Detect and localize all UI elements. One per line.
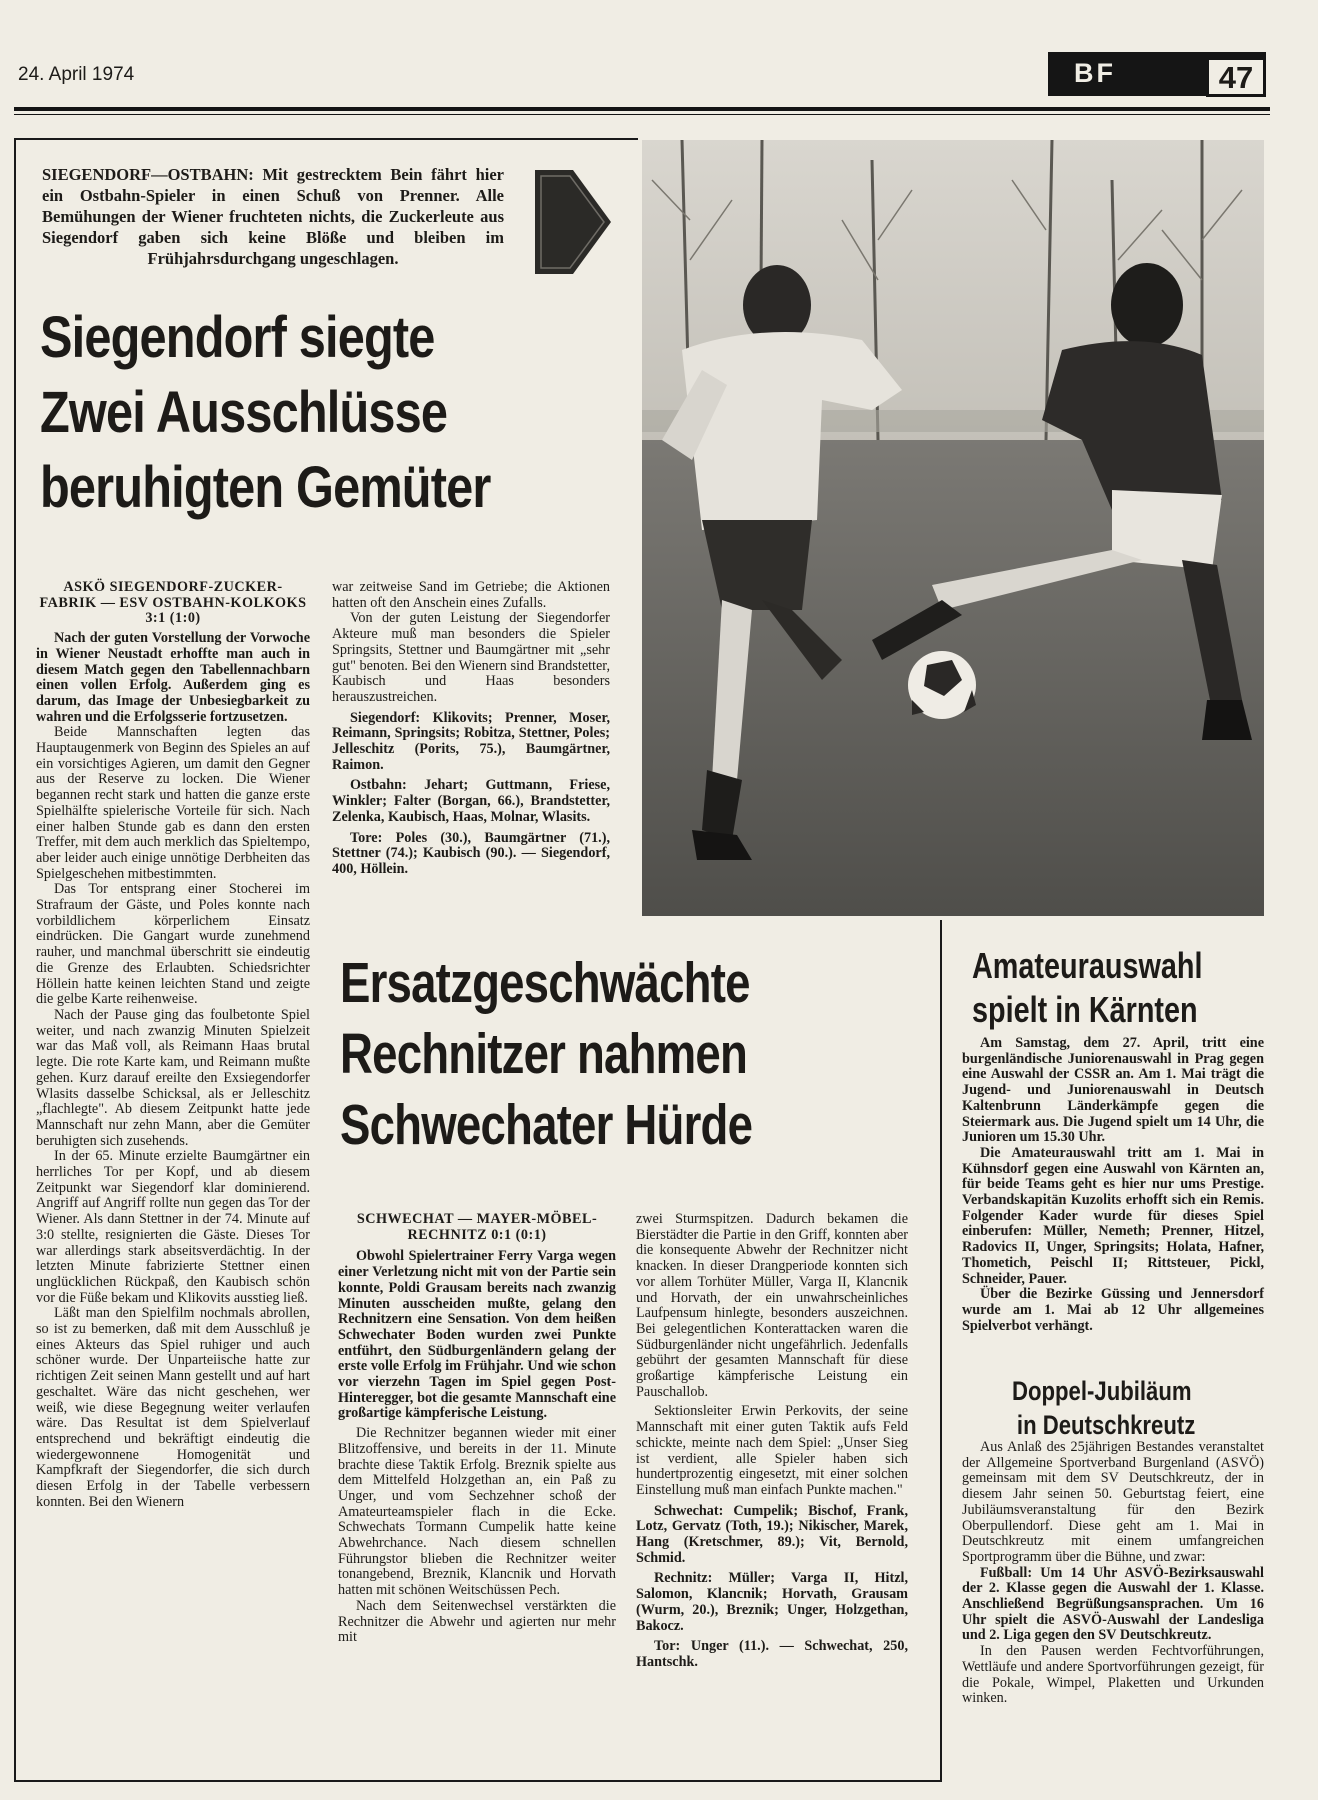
article2-headline-line: Schwechater Hürde xyxy=(340,1093,753,1157)
lineup-home: Siegendorf: Klikovits; Prenner, Moser, Reimann, Springsits; Robitza, Stettner, Poles; Jelleschitz (Porits, 75.), Baumgärtner, Raimon. xyxy=(332,709,610,773)
match-header: SCHWECHAT — MAYER-MÖBEL-RECHNITZ 0:1 (0:1) xyxy=(356,1211,598,1243)
article-paragraph: Sektionsleiter Erwin Perkovits, der seine Mannschaft mit einer guten Taktik aufs Feld schickte, meinte nach dem Spiel: „Unser Sieg ist verdient, alle Spieler haben sich hundertprozentig eingesetzt, mit einer solchen Einstellung muß man einfach Punkte machen." xyxy=(636,1403,908,1498)
football-action-image xyxy=(642,140,1264,916)
article-lead: Nach der guten Vorstellung der Vorwoche in Wiener Neustadt erhoffte man auch in diesem Match gegen den Tabellennachbarn einen vollen Erfolg. Außerdem ging es darum, das Image der Unbesiegbarkeit zu wahren und die Erfolgsserie fortzusetzen. xyxy=(36,630,310,725)
article-frame-bottom xyxy=(14,1780,940,1782)
arrow-right-icon xyxy=(533,168,613,276)
article-paragraph: war zeitweise Sand im Getriebe; die Aktionen hatten oft den Anschein eines Zufalls. xyxy=(332,579,610,611)
lineup-away: Ostbahn: Jehart; Guttmann, Friese, Winkler; Falter (Borgan, 66.), Brandstetter, Zelenka, Kaubisch, Haas, Molnar, Wlasits. xyxy=(332,777,610,825)
article4-headline xyxy=(1012,1374,1258,1442)
header-rule-thin xyxy=(14,114,1270,115)
issue-date: 24. April 1974 xyxy=(18,64,135,85)
article-paragraph: In den Pausen werden Fechtvorführungen, Wettläufe und andere Sportvorführungen gezeigt, für die Pokale, Wimpel, Plaketten und Urkunden winken. xyxy=(962,1643,1264,1707)
goal-scorers: Tor: Unger (11.). — Schwechat, 250, Hantschk. xyxy=(636,1638,908,1670)
article-paragraph: Über die Bezirke Güssing und Jennersdorf wurde am 1. Mai ab 12 Uhr allgemeines Spielverbot verhängt. xyxy=(962,1286,1264,1334)
lineup-away: Rechnitz: Müller; Varga II, Hitzl, Salomon, Klancnik; Horvath, Grausam (Wurm, 20.), Breznik; Unger, Holzgethan, Bakocz. xyxy=(636,1570,908,1634)
article-paragraph: Von der guten Leistung der Siegendorfer Akteure muß man besonders die Spieler Springsits, Stettner und Baumgärtner mit „sehr gut" benoten. Bei den Wienern sind Brandstetter, Kaubisch und Haas besonders herauszustreichen. xyxy=(332,610,610,705)
main-article-column-1 xyxy=(36,580,310,1510)
page-number: 47 xyxy=(1206,57,1266,97)
article-paragraph: Die Amateurauswahl tritt am 1. Mai in Kühnsdorf gegen eine Auswahl von Kärnten an, für beide Teams geht es hier nur ums Prestige. Verbandskapitän Kuzolits erhofft sich ein Remis. Folgender Kader wurde für dieses Spiel einberufen: Müller, Nemeth; Prenner, Hitzel, Radovics II, Unger, Springsits; Holata, Hafner, Thometich, Peischl II; Rittsteuer, Pickl, Schneider, Pauer. xyxy=(962,1144,1264,1287)
match-photo xyxy=(642,140,1264,916)
article-paragraph: Das Tor entsprang einer Stocherei im Strafraum der Gäste, und Poles konnte nach vorbildlichem körperlichem Einsatz eindrücken. Die Gangart wurde zunehmend rauher, und manchmal überschritt sie eindeutig die Grenze des Erlaubten. Schiedsrichter Höllein hatte keinen leichten Stand und zeigte die gelbe Karte reihenweise. xyxy=(36,881,310,1008)
article-paragraph: In der 65. Minute erzielte Baumgärtner ein herrliches Tor per Kopf, und ab diesem Zeitpunkt war Siegendorf klar dominierend. Angriff auf Angriff rollte nun gegen das Tor der Wiener. Als dann Stettner in der 74. Minute auf 3:0 stellte, resignierten die Gäste. Dieses Tor war allerdings stark abseitsverdächtig. In der letzten Minute fabrizierte Stettner einen unglücklichen Rückpaß, den Kaubisch schön vor die Füße bekam und Klikovits ausstieg ließ. xyxy=(36,1148,310,1306)
main-headline-line: Siegendorf siegte xyxy=(40,305,435,370)
article-lead: Aus Anlaß des 25jährigen Bestandes veranstaltet der Allgemeine Sportverband Burgenland (ASVÖ) gemeinsam mit dem SV Deutschkreutz, der in diesem Jahr seinen 50. Geburtstag feiert, eine Jubiläumsveranstaltung für den Bezirk Oberpullendorf. Diese geht am 1. Mai in Deutschkreutz mit einem umfangreichen Sportprogramm über die Bühne, und zwar: xyxy=(962,1439,1264,1565)
article-paragraph: Die Rechnitzer begannen wieder mit einer Blitzoffensive, und bereits in der 11. Minute brachte diese Taktik Erfolg. Breznik spielte aus dem Mittelfeld Holzgethan an, ein Paß zu Unger, und vom Sechzehner schoß der Amateurteamspieler flach in die Ecke. Schwechats Tormann Cumpelik hatte keine Abwehrchance. Nach diesem schnellen Führungstor blieben die Rechnitzer weiter tonangebend, Breznik, Klancnik und Horvath hatten mit schönen Weitschüssen Pech. xyxy=(338,1425,616,1599)
article-paragraph: zwei Sturmspitzen. Dadurch bekamen die Bierstädter die Partie in den Griff, konnten aber die konsequente Abwehr der Rechnitzer nicht knacken. In dieser Drangperiode konnten sich vor allem Torhüter Müller, Varga II, Klancnik und Horvath, der ein unwahrscheinliches Laufpensum hinlegte, besonders auszeichnen. Bei gelegentlichen Konterattacken waren die Südburgenländer nicht ungefährlich. Jedenfalls gebührt der gesamten Mannschaft für diese großartige kämpferische Leistung ein Pauschallob. xyxy=(636,1211,908,1400)
article-frame-left xyxy=(14,138,16,1782)
main-headline xyxy=(40,300,536,525)
article2-headline-line: Ersatzgeschwächte xyxy=(340,951,750,1015)
article-frame-top xyxy=(14,138,638,140)
article3-headline-line: spielt in Kärnten xyxy=(972,989,1198,1030)
main-headline-line: beruhigten Gemüter xyxy=(40,455,491,520)
article2-headline-line: Rechnitzer nahmen xyxy=(340,1022,748,1086)
publication-logo: BF xyxy=(1074,58,1116,88)
article-paragraph: Beide Mannschaften legten das Hauptaugenmerk von Beginn des Spieles an auf ein vorsichtiges Agieren, um damit den Gegner aus der Reserve zu locken. Die Wiener begannen recht stark und hatten die ganze erste Spielhälfte spielerische Vorteile für sich. Nach einer halben Stunde gab es dann den ersten Treffer, mit dem auch merklich das Spieltempo, aber leider auch einige unnötige Derbheiten das Spielgeschehen mitbestimmten. xyxy=(36,724,310,882)
article-paragraph: Nach der Pause ging das foulbetonte Spiel weiter, und nach zwanzig Minuten Spielzeit war das Maß voll, als Reimann Haas brutal legte. Die rote Karte kam, und Reimann mußte gehen. Kurz darauf ereilte den Exsiegendorfer Wlasits dasselbe Schicksal, als er Jelleschitz „flachlegte". Ab diesem Zeitpunkt hatte jede Mannschaft nur zehn Mann, aber die Gemüter beruhigten sich zusehends. xyxy=(36,1006,310,1149)
article-lead: Am Samstag, dem 27. April, tritt eine burgenländische Juniorenauswahl in Prag gegen eine Auswahl der CSSR an. Am 1. Mai trägt die Jugend- und Juniorenauswahl in Deutsch Kaltenbrunn Länderkämpfe gegen die Steiermark aus. Die Jugend spielt um 14 Uhr, die Junioren um 15.30 Uhr. xyxy=(962,1035,1264,1146)
article3-headline xyxy=(972,944,1212,1032)
article3-headline-line: Amateurauswahl xyxy=(972,945,1203,986)
article4-headline-line: in Deutschkreutz xyxy=(1016,1410,1196,1440)
article2-column-1 xyxy=(338,1212,616,1646)
main-headline-line: Zwei Ausschlüsse xyxy=(40,380,448,445)
article2-column-2 xyxy=(636,1212,908,1671)
article-paragraph: Fußball: Um 14 Uhr ASVÖ-Bezirksauswahl der 2. Klasse gegen die Auswahl der 1. Klasse. Anschließend Begrüßungsansprachen. Um 16 Uhr spielt die ASVÖ-Auswahl der Landesliga und 2. Liga gegen den SV Deutschkreutz. xyxy=(962,1564,1264,1644)
article4-headline-line: Doppel-Jubiläum xyxy=(1012,1376,1192,1406)
main-article-column-2 xyxy=(332,580,610,878)
article3-body xyxy=(962,1036,1264,1334)
lineup-home: Schwechat: Cumpelik; Bischof, Frank, Lotz, Gervatz (Toth, 19.); Nikischer, Marek, Hang (Kretschmer, 89.); Vit, Bernold, Schmid. xyxy=(636,1502,908,1566)
article-paragraph: Nach dem Seitenwechsel verstärkten die Rechnitzer die Abwehr und agierten nur mehr mit xyxy=(338,1597,616,1646)
article2-headline xyxy=(340,948,820,1161)
article-paragraph: Läßt man den Spielfilm nochmals abrollen, so ist zu bemerken, daß mit dem Ausschluß je eines Akteurs das Spiel ruhiger und auch schöner wurde. Der Unparteiische hatte zur richtigen Zeit seinen Mann gestellt und auf hart geschaltet. Wäre das nicht geschehen, wer weiß, wie diese Begegnung weiter verlaufen wäre. Das Resultat ist dem Spielverlauf entsprechend und bekräftigt eindeutig die wiedergewonnene Homogenität und Kampfkraft der Siegendorfer, die sich durch diesen Erfolg in der Tabelle verbessern konnten. Bei den Wienern xyxy=(36,1305,310,1510)
header-rule xyxy=(14,107,1270,111)
column-divider xyxy=(940,920,942,1782)
match-header: ASKÖ SIEGENDORF-ZUCKER-FABRIK — ESV OSTBAHN-KOLKOKS 3:1 (1:0) xyxy=(39,579,307,627)
article-lead: Obwohl Spielertrainer Ferry Varga wegen einer Verletzung nicht mit von der Partie sein konnte, Poldi Grausam bereits nach zwanzig Minuten ausscheiden mußte, gelang den Rechnitzern eine Sensation. Von dem heißen Schwechater Boden wurden zwei Punkte entführt, den Südburgenländern gelang der erste volle Erfolg im Frühjahr. Und wie schon vor vierzehn Tagen im Spiel gegen Post-Hinteregger, bot die gesamte Mannschaft eine großartige kämpferische Leistung. xyxy=(338,1248,616,1422)
photo-caption: SIEGENDORF—OSTBAHN: Mit gestrecktem Bein fährt hier ein Ostbahn-Spieler in einen Schuß von Prenner. Alle Bemühungen der Wiener fruchteten nichts, die Zuckerleute aus Siegendorf gaben sich keine Blöße und bleiben im Frühjahrsdurchgang ungeschlagen. xyxy=(42,165,504,268)
article4-body xyxy=(962,1440,1264,1707)
goal-scorers: Tore: Poles (30.), Baumgärtner (71.), Stettner (74.); Kaubisch (90.). — Siegendorf, 400, Höllein. xyxy=(332,829,610,877)
